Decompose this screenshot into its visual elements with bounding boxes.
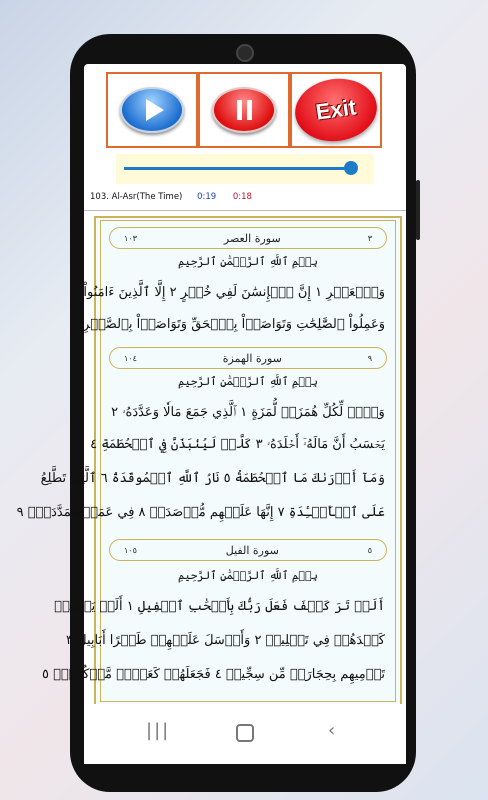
surah-header-humazah bbox=[109, 347, 387, 369]
play-button[interactable] bbox=[106, 72, 198, 148]
ayah-count: ٩ bbox=[367, 353, 372, 363]
bismillah: بِسۡمِ ٱللَّهِ ٱلرَّحۡمَٰنِ ٱلرَّحِيمِ bbox=[177, 569, 319, 582]
app-screen bbox=[16, 64, 406, 764]
surah-name: سورة الهمزة bbox=[222, 351, 282, 365]
back-icon[interactable]: ‹ bbox=[328, 720, 336, 741]
bismillah: بِسۡمِ ٱللَّهِ ٱلرَّحۡمَٰنِ ٱلرَّحِيمِ bbox=[177, 375, 319, 388]
home-icon[interactable] bbox=[236, 724, 254, 742]
seek-thumb[interactable] bbox=[344, 161, 358, 175]
seek-track[interactable] bbox=[124, 167, 351, 170]
verse-line: أَلَمۡ تَرَ كَيۡفَ فَعَلَ رَبُّكَ بِأَصۡحَٰبِ ٱلۡفِيلِ ١ أَلَمۡ يَجۡعَلۡ bbox=[54, 599, 385, 614]
page-frame bbox=[16, 216, 402, 706]
surah-number: ١٠٤ bbox=[124, 353, 137, 363]
divider bbox=[84, 210, 406, 211]
camera-icon bbox=[236, 44, 254, 62]
surah-header-asr bbox=[109, 227, 387, 249]
verse-line: وَٱلۡعَصۡرِ ١ إِنَّ ٱلۡإِنسَٰنَ لَفِي خُسۡرٍ ٢ إِلَّا ٱلَّذِينَ ءَامَنُواْ bbox=[83, 285, 385, 300]
verse-line: وَعَمِلُواْ ٱلصَّٰلِحَٰتِ وَتَوَاصَوۡاْ بِٱلۡحَقِّ وَتَوَاصَوۡاْ بِٱلصَّبۡرِ ٣ bbox=[71, 317, 385, 332]
current-time: 0:19 bbox=[197, 192, 217, 202]
verse-line: تَرۡمِيهِم بِحِجَارَةٖ مِّن سِجِّيلٖ ٤ فَجَعَلَهُمۡ كَعَصۡفٖ مَّأۡكُولِۭ ٥ bbox=[41, 667, 385, 682]
exit-icon bbox=[291, 74, 381, 147]
verse-line: وَيۡلٞ لِّكُلِّ هُمَزَةٖ لُّمَزَةٍ ١ ٱلَّذِي جَمَعَ مَالٗا وَعَدَّدَهُۥ ٢ bbox=[111, 405, 385, 420]
page-inner-border bbox=[16, 220, 396, 702]
volume-button bbox=[416, 180, 420, 240]
bismillah: بِسۡمِ ٱللَّهِ ٱلرَّحۡمَٰنِ ٱلرَّحِيمِ bbox=[177, 255, 319, 268]
pause-button[interactable] bbox=[198, 72, 290, 148]
surah-header-fil bbox=[109, 539, 387, 561]
total-time: 0:18 bbox=[232, 192, 252, 202]
quran-page bbox=[16, 212, 406, 704]
verse-line: يَحۡسَبُ أَنَّ مَالَهُۥٓ أَخۡلَدَهُۥ ٣ كَلَّاۖ لَيُنۢبَذَنَّ فِي ٱلۡحُطَمَةِ ٤ bbox=[90, 437, 385, 452]
exit-label: Exit bbox=[314, 94, 358, 125]
surah-number: ١٠٥ bbox=[124, 545, 137, 555]
track-title: 103. Al-Asr(The Time) bbox=[90, 192, 183, 202]
seek-bar[interactable] bbox=[116, 154, 374, 184]
surah-number: ١٠٣ bbox=[124, 233, 137, 243]
exit-button[interactable] bbox=[290, 72, 382, 148]
recents-icon[interactable]: ||| bbox=[146, 720, 171, 741]
verse-line: كَيۡدَهُمۡ فِي تَضۡلِيلٖ ٢ وَأَرۡسَلَ عَلَيۡهِمۡ طَيۡرًا أَبَابِيلَ ٣ bbox=[65, 633, 385, 648]
ayah-count: ٥ bbox=[367, 545, 372, 555]
ayah-count: ٣ bbox=[367, 233, 372, 243]
verse-line: عَلَى ٱلۡأَفۡـِٔدَةِ ٧ إِنَّهَا عَلَيۡهِم مُّؤۡصَدَةٞ ٨ فِي عَمَدٖ مُّمَدَّدَةِۭ ٩ bbox=[16, 505, 385, 520]
track-info bbox=[90, 192, 252, 202]
surah-name: سورة الفيل bbox=[225, 543, 279, 557]
player-controls bbox=[106, 72, 382, 148]
verse-line: وَمَآ أَدۡرَىٰكَ مَا ٱلۡحُطَمَةُ ٥ نَارُ ٱللَّهِ ٱلۡمُوقَدَةُ ٦ ٱلَّتِي تَطَّلِعُ bbox=[40, 471, 385, 486]
play-icon bbox=[120, 87, 184, 133]
pause-icon bbox=[212, 87, 276, 133]
surah-name: سورة العصر bbox=[223, 231, 281, 245]
system-nav-bar bbox=[84, 704, 406, 764]
